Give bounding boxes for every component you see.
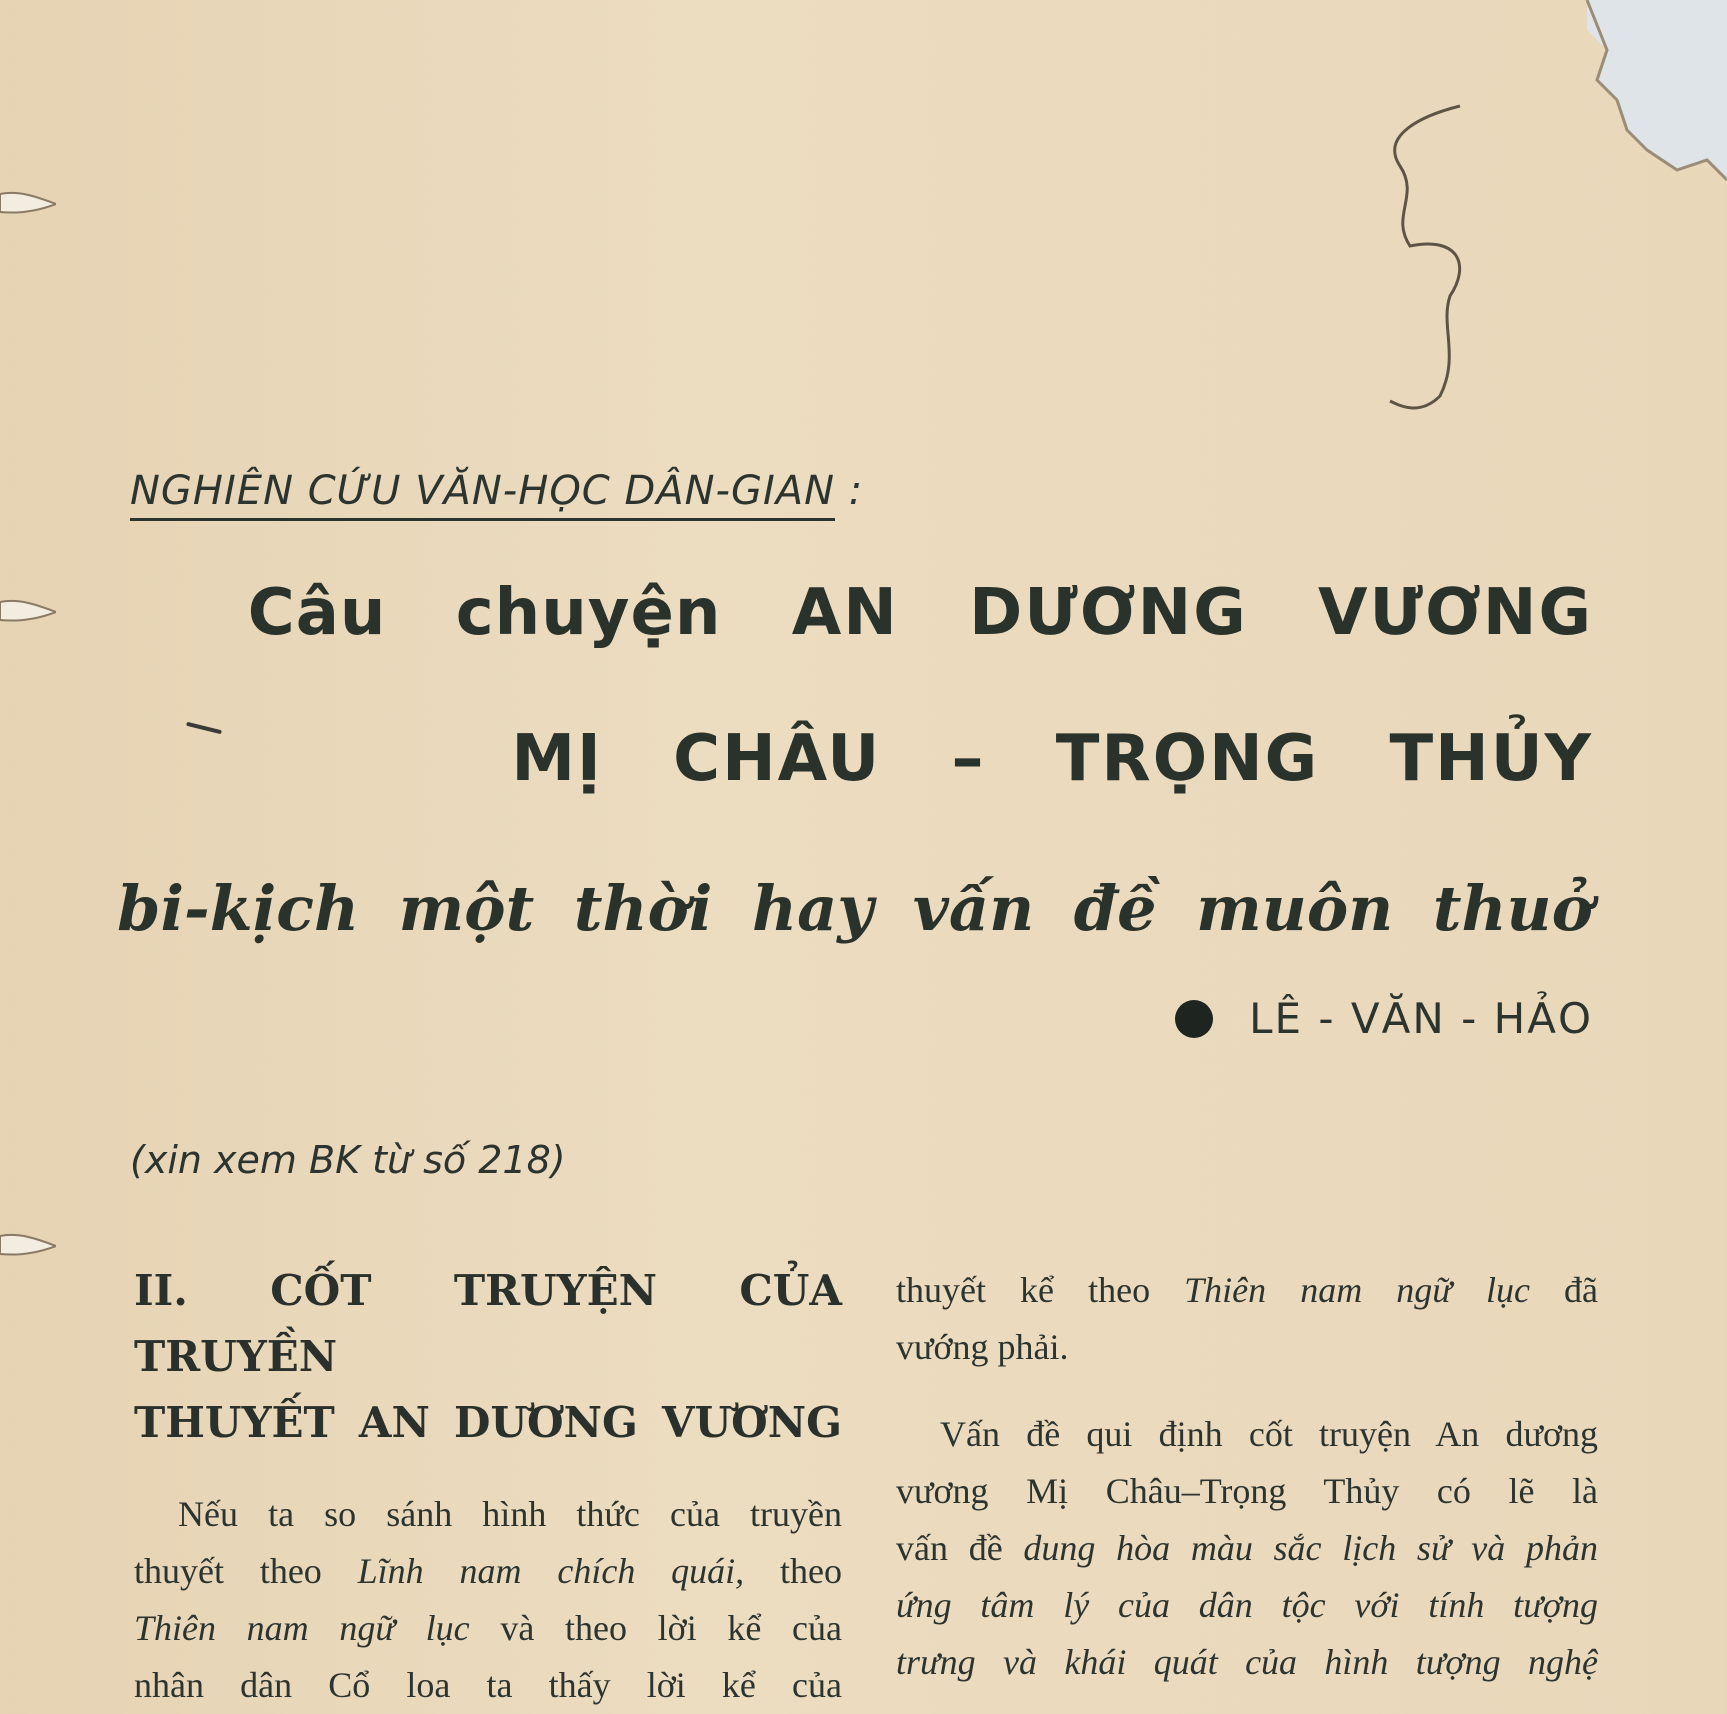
binding-hole-mark <box>0 598 56 624</box>
title-line-1 <box>248 576 1593 650</box>
section-heading-label: NGHIÊN CỨU VĂN-HỌC DÂN-GIAN <box>130 468 835 521</box>
ink-scratch <box>186 722 222 735</box>
article-subtitle: bi-kịch một thời hay vấn đề muôn thuở <box>117 872 1593 945</box>
section-heading <box>130 468 863 514</box>
torn-corner <box>1527 0 1727 190</box>
left-column <box>134 1258 842 1714</box>
text-line: vấn đề dung hòa màu sắc lịch sử và phản <box>896 1528 1598 1568</box>
text-line: vương Mị Châu–Trọng Thủy có lẽ là <box>896 1471 1598 1511</box>
text-line: Vấn đề qui định cốt truyện An dương <box>940 1414 1598 1454</box>
author-byline <box>1175 994 1593 1043</box>
text-line: nhân dân Cổ loa ta thấy lời kể của <box>134 1665 842 1705</box>
body-paragraph <box>896 1262 1598 1376</box>
chapter-heading <box>134 1258 842 1456</box>
previous-issue-reference: (xin xem BK từ số 218) <box>130 1138 566 1182</box>
chapter-heading-line: II. CỐT TRUYỆN CỦA TRUYỀN <box>134 1266 842 1381</box>
text-line: thuyết kể theo Thiên nam ngữ lục đã <box>896 1270 1598 1310</box>
text-line: thuyết theo Lĩnh nam chích quái, theo <box>134 1551 842 1591</box>
text-line: trưng và khái quát của hình tượng nghệ <box>896 1642 1598 1682</box>
body-paragraph <box>134 1486 842 1714</box>
bullet-icon <box>1175 1000 1213 1038</box>
binding-hole-mark <box>0 190 56 216</box>
title-line-2: MỊ CHÂU – TRỌNG THỦY <box>511 722 1593 796</box>
chapter-heading-line: THUYẾT AN DƯƠNG VƯƠNG <box>134 1398 842 1447</box>
author-name: LÊ - VĂN - HẢO <box>1249 994 1593 1043</box>
section-heading-colon: : <box>848 468 864 514</box>
text-line: ứng tâm lý của dân tộc với tính tượng <box>896 1585 1598 1625</box>
binding-hole-mark <box>0 1232 56 1258</box>
text-line: Nếu ta so sánh hình thức của truyền <box>178 1494 842 1534</box>
paper-crease <box>1380 96 1520 426</box>
title-main: AN DƯƠNG VƯƠNG <box>791 576 1593 650</box>
text-line: Thiên nam ngữ lục và theo lời kể của <box>134 1608 842 1648</box>
body-paragraph <box>896 1406 1598 1691</box>
right-column <box>896 1262 1598 1691</box>
text-line: vướng phải. <box>896 1327 1069 1367</box>
title-lead: Câu chuyện <box>247 576 722 650</box>
